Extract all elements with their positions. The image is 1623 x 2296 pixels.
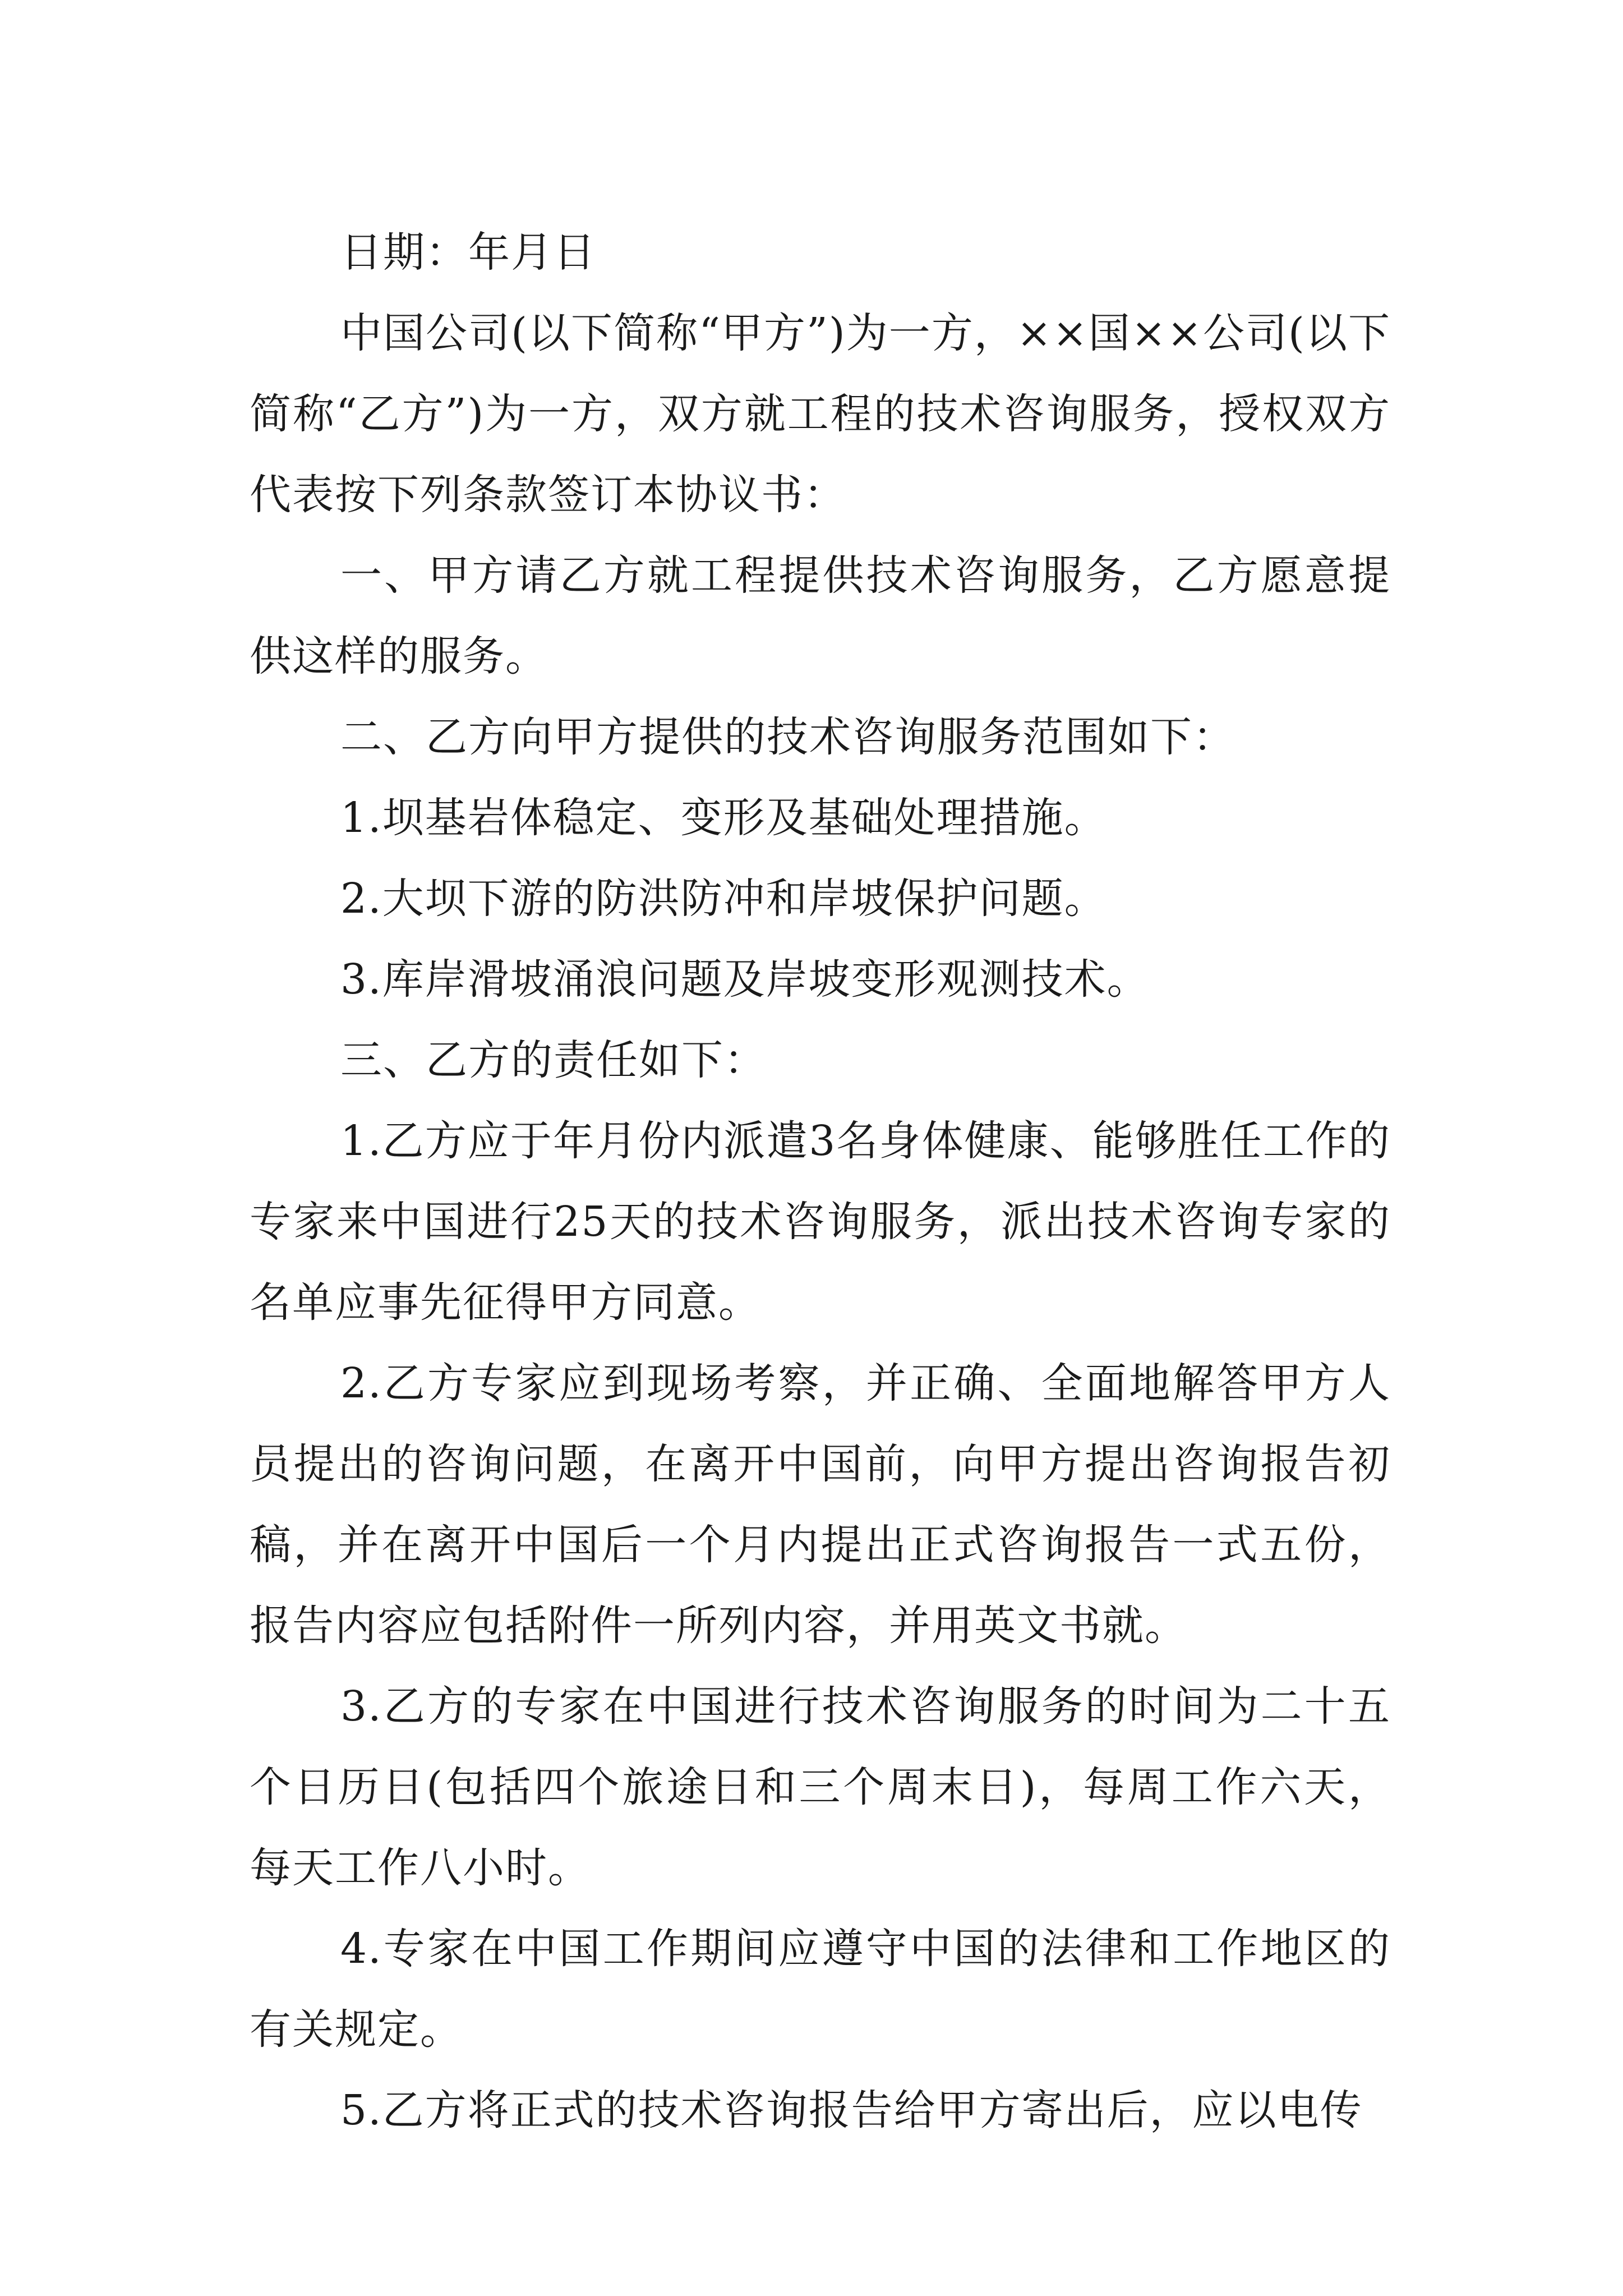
clause-3-item-2: 2.乙方专家应到现场考察，并正确、全面地解答甲方人员提出的咨询问题，在离开中国前，向甲方提出咨询报告初稿，并在离开中国后一个月内提出正式咨询报告一式五份，报告内容应包括附件一所列内容，并用英文书就。 <box>250 1359 1391 1650</box>
clause-3-item-1: 1.乙方应于年月份内派遣3名身体健康、能够胜任工作的专家来中国进行25天的技术咨询服务，派出技术咨询专家的名单应事先征得甲方同意。 <box>250 1117 1391 1327</box>
clause-3-heading: 三、乙方的责任如下： <box>340 1036 767 1084</box>
clause-1-paragraph: 一、甲方请乙方就工程提供技术咨询服务，乙方愿意提供这样的服务。 <box>250 551 1391 680</box>
clause-2-heading: 二、乙方向甲方提供的技术咨询服务范围如下： <box>340 713 1235 761</box>
clause-3-item-3: 3.乙方的专家在中国进行技术咨询服务的时间为二十五个日历日(包括四个旅途日和三个周末日)，每周工作六天，每天工作八小时。 <box>250 1682 1391 1892</box>
clause-2-item-3: 3.库岸滑坡涌浪问题及岸坡变形观测技术。 <box>340 955 1150 1004</box>
preamble-paragraph: 中国公司(以下简称“甲方”)为一方，××国××公司(以下简称“乙方”)为一方，双方就工程的技术咨询服务，授权双方代表按下列条款签订本协议书： <box>250 309 1391 519</box>
clause-2-item-2: 2.大坝下游的防洪防冲和岸坡保护问题。 <box>340 875 1107 923</box>
clause-2-item-1: 1.坝基岩体稳定、变形及基础处理措施。 <box>340 794 1107 842</box>
clause-3-item-4: 4.专家在中国工作期间应遵守中国的法律和工作地区的有关规定。 <box>250 1925 1391 2054</box>
document-body <box>250 212 1391 2151</box>
clause-3-item-5: 5.乙方将正式的技术咨询报告给甲方寄出后，应以电传 <box>340 2086 1363 2134</box>
date-line: 日期：年月日 <box>340 228 596 277</box>
